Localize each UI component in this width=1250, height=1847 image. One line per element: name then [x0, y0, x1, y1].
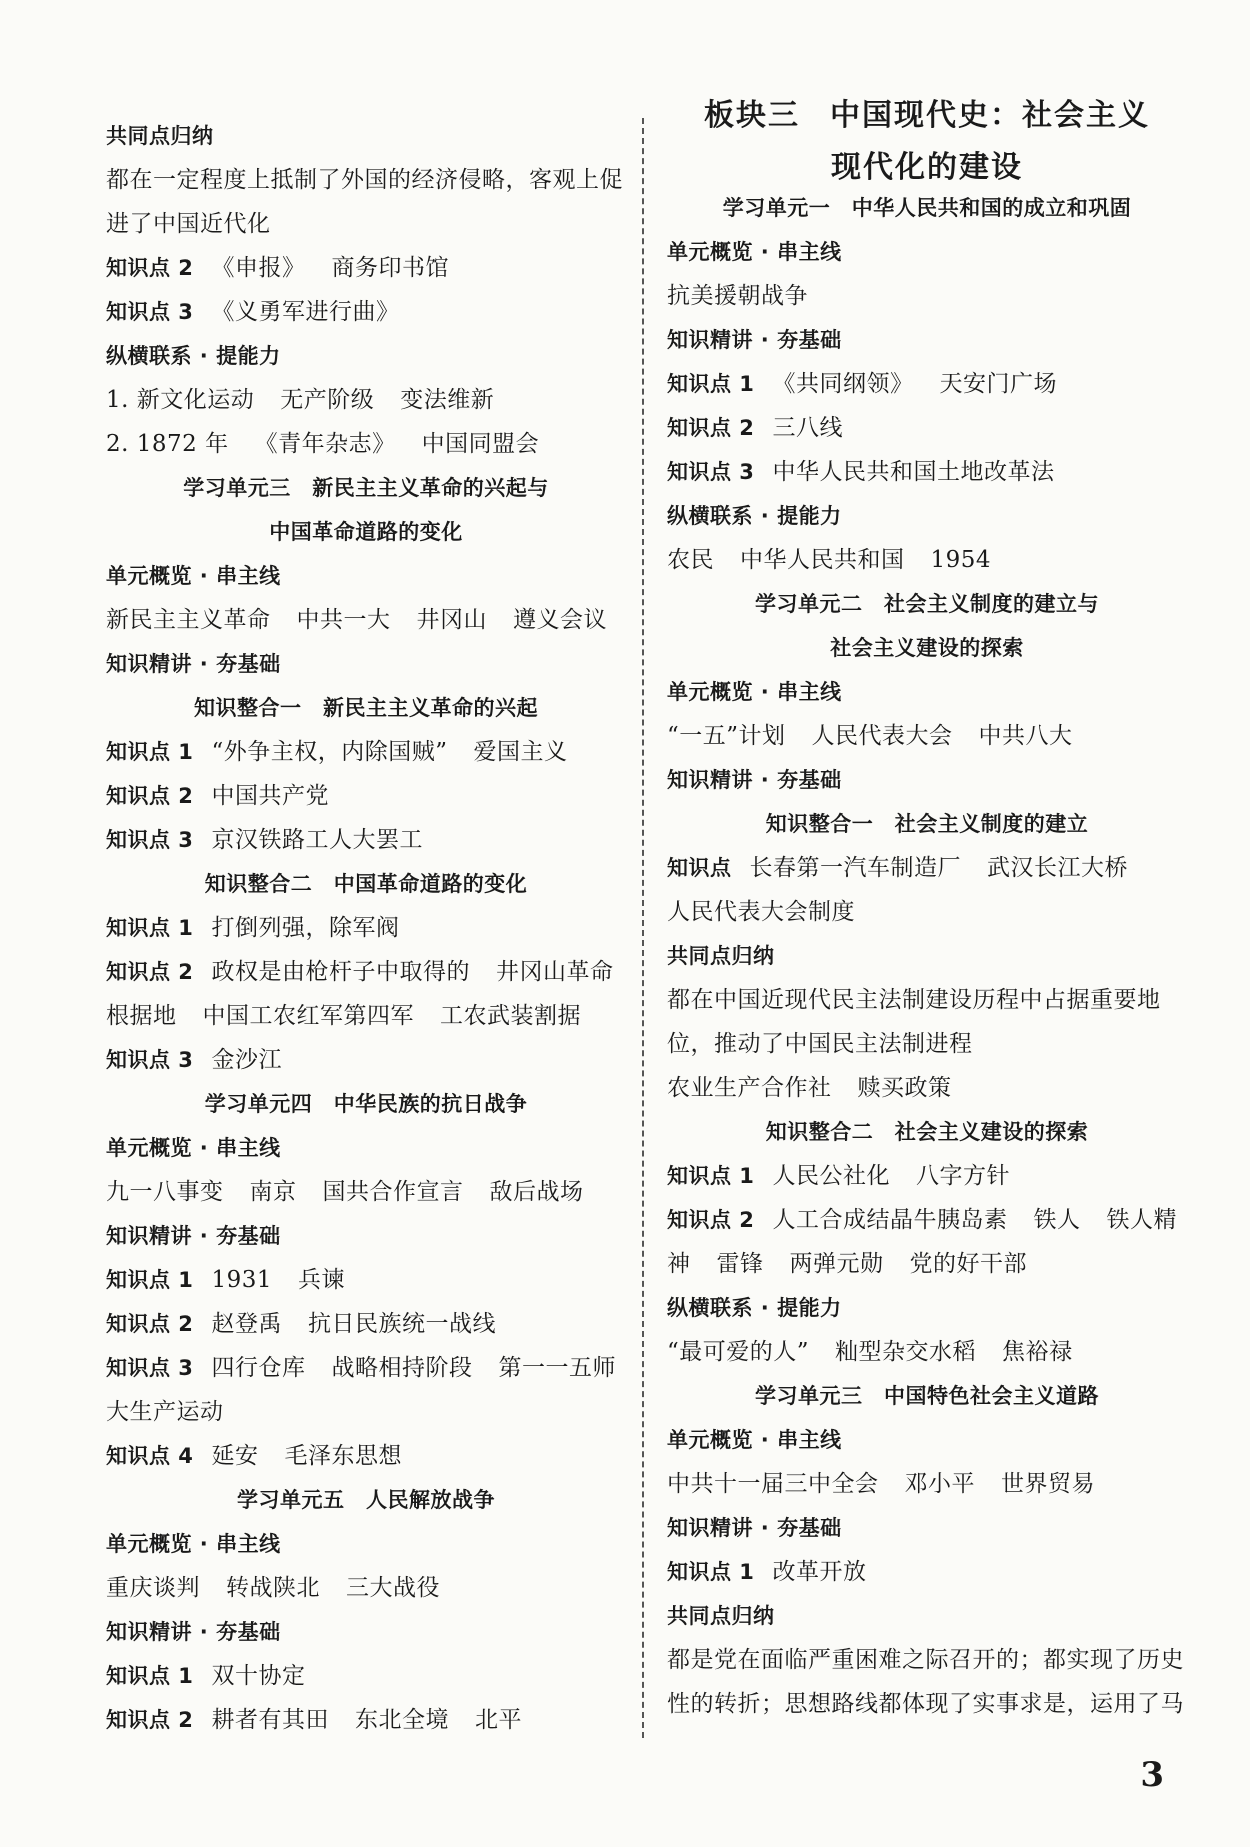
knowledge-point-label: 知识点 1 [106, 916, 194, 940]
knowledge-point-line [667, 406, 1187, 450]
answer-item: 中共十一届三中全会 [667, 1471, 879, 1497]
knowledge-point-label: 知识点 3 [106, 300, 194, 324]
answer-line: 抗美援朝战争 [667, 283, 808, 309]
knowledge-point-line [106, 246, 626, 290]
answer-item: 中华人民共和国 [740, 547, 905, 573]
answer-item: 1. 新文化运动 [106, 387, 255, 413]
section-heading: 学习单元三 新民主主义革命的兴起与 [183, 476, 549, 500]
answer-item: 铁人精 [1106, 1207, 1177, 1233]
answer-item: 毛泽东思想 [284, 1443, 402, 1469]
answer-item: 延安 [211, 1443, 259, 1469]
answer-line [106, 1170, 626, 1214]
section-heading: 单元概览 · 串主线 [106, 564, 281, 588]
section-heading: 知识精讲 · 夯基础 [667, 328, 842, 352]
answer-line: 性的转折；思想路线都体现了实事求是，运用了马 [667, 1691, 1184, 1717]
answer-line [667, 714, 1187, 758]
answer-item: 两弹元勋 [789, 1251, 884, 1277]
answer-item: 遵义会议 [513, 607, 607, 633]
knowledge-point-label: 知识点 2 [106, 960, 194, 984]
answer-item: 《青年杂志》 [254, 431, 396, 457]
answer-item: 打倒列强，除军阀 [211, 915, 400, 941]
section-title-line1 [667, 90, 1187, 142]
knowledge-point-line [106, 290, 626, 334]
knowledge-point-line [106, 774, 626, 818]
answer-item: “最可爱的人” [667, 1339, 810, 1365]
answer-item: 改革开放 [772, 1559, 867, 1585]
section-title-line2: 现代化的建设 [831, 150, 1023, 185]
section-heading: 单元概览 · 串主线 [106, 1532, 281, 1556]
knowledge-point-line [106, 1698, 626, 1742]
knowledge-point-label: 知识点 2 [667, 416, 755, 440]
answer-line: 都在一定程度上抵制了外国的经济侵略，客观上促 [106, 167, 623, 193]
answer-line [106, 598, 626, 642]
answer-item: “外争主权，内除国贼” [211, 739, 448, 765]
answer-item: 三大战役 [346, 1575, 440, 1601]
knowledge-point-line [106, 1346, 626, 1390]
knowledge-point-line [106, 1038, 626, 1082]
answer-item: 九一八事变 [106, 1179, 224, 1205]
answer-line: 位，推动了中国民主法制进程 [667, 1031, 973, 1057]
answer-line [106, 1566, 626, 1610]
knowledge-point-line [106, 1654, 626, 1698]
knowledge-point-line [106, 730, 626, 774]
section-heading: 单元概览 · 串主线 [667, 680, 842, 704]
answer-line [667, 1330, 1187, 1374]
answer-item: 长春第一汽车制造厂 [749, 855, 961, 881]
knowledge-point-label: 知识点 2 [106, 784, 194, 808]
answer-item: 东北全境 [354, 1707, 449, 1733]
answer-item: 《义勇军进行曲》 [211, 299, 400, 325]
answer-item: 双十协定 [211, 1663, 306, 1689]
answer-line [667, 1462, 1187, 1506]
answer-item: 神 [667, 1251, 691, 1277]
answer-item: 京汉铁路工人大罢工 [211, 827, 423, 853]
answer-line: 进了中国近代化 [106, 211, 271, 237]
knowledge-point-line [667, 1154, 1187, 1198]
knowledge-point-line [106, 1302, 626, 1346]
section-heading: 知识整合二 中国革命道路的变化 [204, 872, 528, 896]
answer-item: 农业生产合作社 [667, 1075, 832, 1101]
answer-item: 转战陕北 [226, 1575, 320, 1601]
answer-item: 敌后战场 [489, 1179, 584, 1205]
answer-item: 世界贸易 [1001, 1471, 1095, 1497]
knowledge-point-label: 知识点 1 [106, 1268, 194, 1292]
answer-line [667, 538, 1187, 582]
section-heading: 知识精讲 · 夯基础 [106, 1620, 281, 1644]
knowledge-point-label: 知识点 2 [106, 1708, 194, 1732]
answer-line [106, 422, 626, 466]
section-heading: 单元概览 · 串主线 [667, 1428, 842, 1452]
left-column [106, 114, 626, 1742]
section-heading: 学习单元四 中华民族的抗日战争 [204, 1092, 528, 1116]
answer-item: 中国同盟会 [421, 431, 540, 457]
answer-item: 中华人民共和国土地改革法 [772, 459, 1055, 485]
section-title-text: 中国现代史：社会主义 [830, 98, 1150, 133]
section-heading: 知识精讲 · 夯基础 [106, 1224, 281, 1248]
answer-item: 1954 [930, 547, 992, 573]
answer-item: 爱国主义 [473, 739, 568, 765]
section-heading: 知识整合一 新民主主义革命的兴起 [194, 696, 538, 720]
knowledge-point-label: 知识点 1 [667, 372, 755, 396]
knowledge-point-label: 知识点 3 [667, 460, 755, 484]
knowledge-point-line [106, 818, 626, 862]
knowledge-point-label: 知识点 2 [106, 256, 194, 280]
answer-item: 南京 [249, 1179, 297, 1205]
knowledge-point-label: 知识点 1 [106, 740, 194, 764]
knowledge-point-label: 知识点 1 [667, 1560, 755, 1584]
answer-item: 变法维新 [400, 387, 495, 413]
answer-item: 焦裕禄 [1002, 1339, 1073, 1365]
knowledge-point-label: 知识点 2 [667, 1208, 755, 1232]
answer-line [667, 1242, 1187, 1286]
section-heading: 单元概览 · 串主线 [667, 240, 842, 264]
answer-item: 第一一五师 [498, 1355, 616, 1381]
answer-item: 井冈山 [416, 607, 487, 633]
answer-line [106, 994, 626, 1038]
answer-item: 三八线 [772, 415, 843, 441]
answer-item: 铁人 [1033, 1207, 1081, 1233]
knowledge-point-label: 知识点 3 [106, 1048, 194, 1072]
answer-line [106, 378, 626, 422]
answer-item: 人民公社化 [772, 1163, 890, 1189]
answer-line: 都是党在面临严重困难之际召开的；都实现了历史 [667, 1647, 1184, 1673]
answer-item: 农民 [667, 547, 714, 573]
knowledge-point-line [106, 906, 626, 950]
answer-item: 中共八大 [978, 723, 1073, 749]
answer-item: 《共同纲领》 [772, 371, 914, 397]
knowledge-point-label: 知识点 1 [667, 1164, 755, 1188]
section-heading: 学习单元五 人民解放战争 [237, 1488, 495, 1512]
answer-item: 北平 [474, 1707, 522, 1733]
answer-item: 中共一大 [296, 607, 391, 633]
answer-item: 天安门广场 [939, 371, 1057, 397]
knowledge-point-label: 知识点 3 [106, 1356, 194, 1380]
answer-item: 商务印书馆 [331, 255, 449, 281]
section-heading: 知识整合一 社会主义制度的建立 [765, 812, 1089, 836]
column-divider [642, 118, 644, 1738]
answer-item: 中国工农红军第四军 [202, 1003, 414, 1029]
answer-item: 无产阶级 [280, 387, 375, 413]
answer-item: 四行仓库 [211, 1355, 306, 1381]
answer-item: 人工合成结晶牛胰岛素 [772, 1207, 1008, 1233]
section-heading: 单元概览 · 串主线 [106, 1136, 281, 1160]
knowledge-point-label: 知识点 2 [106, 1312, 194, 1336]
answer-item: 八字方针 [915, 1163, 1010, 1189]
knowledge-point-line [667, 1550, 1187, 1594]
section-heading: 纵横联系 · 提能力 [106, 344, 281, 368]
knowledge-point-label: 知识点 [667, 856, 732, 880]
answer-item: 中国共产党 [211, 783, 329, 809]
knowledge-point-label: 知识点 1 [106, 1664, 194, 1688]
section-heading: 共同点归纳 [667, 1604, 775, 1628]
answer-item: 井冈山革命 [495, 959, 614, 985]
section-heading: 知识整合二 社会主义建设的探索 [765, 1120, 1089, 1144]
section-heading: 学习单元一 中华人民共和国的成立和巩固 [722, 196, 1132, 220]
answer-item: 党的好干部 [909, 1251, 1027, 1277]
answer-item: 赎买政策 [857, 1075, 952, 1101]
answer-item: 人民代表大会 [811, 723, 953, 749]
answer-item: 国共合作宣言 [322, 1179, 464, 1205]
answer-item: 新民主主义革命 [106, 607, 271, 633]
section-heading: 社会主义建设的探索 [830, 636, 1024, 660]
knowledge-point-label: 知识点 3 [106, 828, 194, 852]
section-heading: 纵横联系 · 提能力 [667, 1296, 842, 1320]
section-part-label: 板块三 [704, 98, 800, 133]
answer-item: 耕者有其田 [211, 1707, 329, 1733]
answer-item: 战略相持阶段 [331, 1355, 473, 1381]
right-column [667, 90, 1187, 1726]
section-heading: 共同点归纳 [667, 944, 775, 968]
answer-item: 2. 1872 年 [106, 431, 229, 457]
answer-item: 1931 [211, 1267, 272, 1293]
answer-line: 大生产运动 [106, 1399, 224, 1425]
knowledge-point-line [667, 1198, 1187, 1242]
answer-item: 抗日民族统一战线 [307, 1311, 496, 1337]
answer-item: 根据地 [106, 1003, 177, 1029]
answer-item: 重庆谈判 [106, 1575, 200, 1601]
page-number: 3 [1140, 1755, 1164, 1795]
knowledge-point-line [106, 1258, 626, 1302]
section-heading: 中国革命道路的变化 [269, 520, 463, 544]
section-heading: 知识精讲 · 夯基础 [667, 768, 842, 792]
answer-item: 《申报》 [211, 255, 306, 281]
answer-line: 人民代表大会制度 [667, 899, 855, 925]
section-heading: 学习单元三 中国特色社会主义道路 [755, 1384, 1099, 1408]
answer-item: 金沙江 [211, 1047, 282, 1073]
knowledge-point-line [667, 846, 1187, 890]
knowledge-point-line [667, 450, 1187, 494]
answer-line: 都在中国近现代民主法制建设历程中占据重要地 [667, 987, 1161, 1013]
section-heading: 学习单元二 社会主义制度的建立与 [755, 592, 1099, 616]
knowledge-point-label: 知识点 4 [106, 1444, 194, 1468]
section-heading: 共同点归纳 [106, 124, 214, 148]
section-heading: 知识精讲 · 夯基础 [667, 1516, 842, 1540]
knowledge-point-line [667, 362, 1187, 406]
answer-item: “一五”计划 [667, 723, 786, 749]
section-heading: 纵横联系 · 提能力 [667, 504, 842, 528]
answer-item: 籼型杂交水稻 [835, 1339, 977, 1365]
answer-item: 赵登禹 [211, 1311, 282, 1337]
answer-item: 雷锋 [716, 1251, 764, 1277]
answer-line [667, 1066, 1187, 1110]
answer-item: 政权是由枪杆子中取得的 [211, 959, 470, 985]
knowledge-point-line [106, 950, 626, 994]
answer-item: 武汉长江大桥 [987, 855, 1128, 881]
knowledge-point-line [106, 1434, 626, 1478]
answer-item: 工农武装割据 [440, 1003, 581, 1029]
section-heading: 知识精讲 · 夯基础 [106, 652, 281, 676]
answer-item: 邓小平 [904, 1471, 975, 1497]
answer-item: 兵谏 [297, 1267, 345, 1293]
